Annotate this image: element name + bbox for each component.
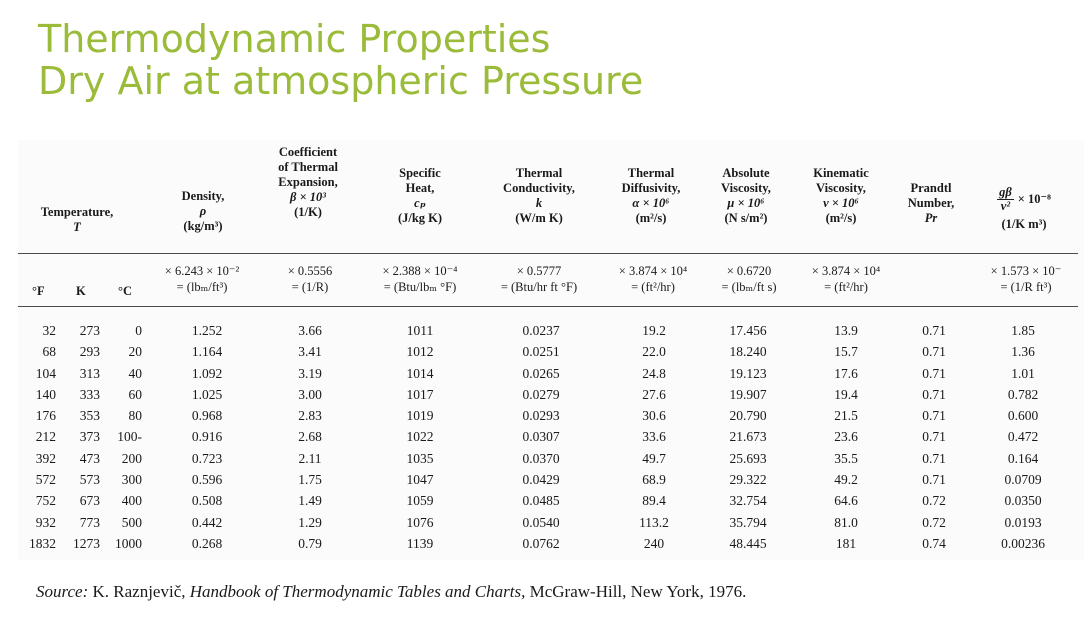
cell-f-row-5: 176 xyxy=(35,408,56,424)
cell-pr-row-5: 0.71 xyxy=(922,408,946,424)
cell-alpha-row-6: 33.6 xyxy=(642,429,666,445)
title-line-1: Thermodynamic Properties xyxy=(38,17,551,61)
cell-alpha-row-11: 240 xyxy=(643,535,665,551)
header-expansion xyxy=(256,145,360,220)
cell-mu-row-10: 35.794 xyxy=(729,514,767,530)
cell-nu-row-10: 81.0 xyxy=(834,514,858,530)
cell-k-row-9: 673 xyxy=(79,493,100,509)
cell-alpha-row-9: 89.4 xyxy=(642,493,666,509)
cell-c-row-9: 400 xyxy=(121,493,142,509)
cell-k_th-row-8: 0.0429 xyxy=(522,472,560,488)
cell-gb-row-11: 0.00236 xyxy=(1001,535,1045,551)
header-gbeta-unit: (1/K m³) xyxy=(1001,217,1047,231)
cell-beta-row-1: 3.66 xyxy=(298,323,322,338)
cell-f-row-11: 1832 xyxy=(29,535,56,551)
conversion-diffusivity-factor: × 3.874 × 10⁴ xyxy=(618,264,688,278)
conversion-abs-viscosity-unit: = (lbₘ/ft s) xyxy=(721,280,777,294)
cell-rho-row-1: 1.252 xyxy=(191,323,223,338)
cell-beta-row-2: 3.41 xyxy=(298,344,322,360)
source-book: Handbook of Thermodynamic Tables and Charts, xyxy=(189,582,526,601)
cell-rho-row-9: 0.508 xyxy=(191,493,223,509)
column-gbeta xyxy=(978,320,1068,554)
cell-c-row-7: 200 xyxy=(121,450,142,466)
cell-rho-row-6: 0.916 xyxy=(191,429,223,445)
header-abs-viscosity-line2: Viscosity, xyxy=(721,181,771,195)
cell-mu-row-1: 17.456 xyxy=(729,323,767,338)
cell-c-row-10: 500 xyxy=(121,514,142,530)
column-prandtl xyxy=(902,320,966,554)
header-specific-heat xyxy=(368,166,472,226)
unit-kelvin: K xyxy=(76,284,86,298)
cell-gb-row-5: 0.600 xyxy=(1007,408,1039,424)
header-specific-heat-unit: (J/kg K) xyxy=(397,211,443,225)
conversion-density-unit: = (lbₘ/ft³) xyxy=(176,280,228,294)
source-publisher: McGraw-Hill, New York, 1976. xyxy=(529,582,747,601)
header-abs-viscosity-symbol: μ × 10⁶ xyxy=(727,196,765,210)
column-fahrenheit xyxy=(18,320,56,554)
cell-c-row-6: 100- xyxy=(117,429,142,445)
cell-k-row-5: 353 xyxy=(79,408,100,424)
header-kinematic-viscosity xyxy=(792,166,890,226)
cell-gb-row-10: 0.0193 xyxy=(1004,514,1042,530)
cell-pr-row-7: 0.71 xyxy=(922,450,946,466)
cell-pr-row-2: 0.71 xyxy=(922,344,946,360)
cell-k_th-row-7: 0.0370 xyxy=(522,450,560,466)
cell-gb-row-3: 1.01 xyxy=(1011,365,1035,381)
cell-mu-row-5: 20.790 xyxy=(729,408,767,424)
cell-nu-row-5: 21.5 xyxy=(834,408,858,424)
cell-k_th-row-2: 0.0251 xyxy=(522,344,560,360)
cell-nu-row-3: 17.6 xyxy=(834,365,858,381)
cell-k-row-11: 1273 xyxy=(73,535,100,551)
cell-alpha-row-2: 22.0 xyxy=(642,344,666,360)
header-expansion-line3: Expansion, xyxy=(278,175,338,189)
header-expansion-line1: Coefficient xyxy=(278,145,338,159)
header-diffusivity-unit: (m²/s) xyxy=(635,211,667,225)
conversion-density-factor: × 6.243 × 10⁻² xyxy=(164,264,240,278)
header-kin-viscosity-line1: Kinematic xyxy=(813,166,869,180)
cell-k-row-4: 333 xyxy=(79,386,100,402)
conversion-conductivity-factor: × 0.5777 xyxy=(516,264,562,278)
cell-cp-row-4: 1017 xyxy=(406,386,434,402)
header-specific-heat-symbol: cₚ xyxy=(414,196,426,210)
cell-rho-row-5: 0.968 xyxy=(191,408,223,424)
cell-mu-row-2: 18.240 xyxy=(729,344,767,360)
cell-cp-row-7: 1035 xyxy=(406,450,434,466)
header-rule xyxy=(18,253,1078,254)
cell-mu-row-7: 25.693 xyxy=(729,450,767,466)
cell-pr-row-4: 0.71 xyxy=(922,386,946,402)
column-expansion xyxy=(270,320,350,554)
conversion-specific-heat xyxy=(358,263,482,295)
cell-gb-row-1: 1.85 xyxy=(1011,323,1035,338)
cell-f-row-2: 68 xyxy=(42,344,56,360)
cell-c-row-8: 300 xyxy=(121,472,142,488)
cell-k_th-row-5: 0.0293 xyxy=(522,408,560,424)
conversion-diffusivity xyxy=(600,263,706,295)
conversion-kin-viscosity-unit: = (ft²/hr) xyxy=(824,280,868,294)
column-diffusivity xyxy=(614,320,694,554)
cell-mu-row-8: 29.322 xyxy=(729,472,767,488)
cell-k-row-1: 273 xyxy=(79,323,100,338)
column-kelvin xyxy=(58,320,100,554)
cell-f-row-6: 212 xyxy=(35,429,56,445)
header-conductivity-line1: Thermal xyxy=(515,166,563,180)
conversion-diffusivity-unit: = (ft²/hr) xyxy=(631,280,675,294)
header-conductivity xyxy=(478,166,600,226)
cell-alpha-row-7: 49.7 xyxy=(642,450,666,466)
cell-f-row-4: 140 xyxy=(35,386,56,402)
cell-beta-row-11: 0.79 xyxy=(298,535,322,551)
header-prandtl xyxy=(894,181,968,226)
unit-fahrenheit: °F xyxy=(32,284,45,298)
cell-gb-row-4: 0.782 xyxy=(1007,386,1039,402)
column-conductivity xyxy=(498,320,584,554)
header-diffusivity xyxy=(600,166,702,226)
column-kin-viscosity xyxy=(808,320,884,554)
cell-k-row-2: 293 xyxy=(79,344,100,360)
conversion-conductivity-unit: = (Btu/hr ft °F) xyxy=(500,280,578,294)
cell-k-row-6: 373 xyxy=(79,429,100,445)
cell-f-row-10: 932 xyxy=(35,514,56,530)
cell-beta-row-4: 3.00 xyxy=(298,386,322,402)
title-line-2: Dry Air at atmospheric Pressure xyxy=(38,59,644,103)
cell-nu-row-7: 35.5 xyxy=(834,450,858,466)
cell-k-row-8: 573 xyxy=(79,472,100,488)
cell-rho-row-8: 0.596 xyxy=(191,472,223,488)
header-diffusivity-line1: Thermal xyxy=(627,166,675,180)
cell-beta-row-8: 1.75 xyxy=(298,472,322,488)
cell-c-row-1: 0 xyxy=(135,323,142,338)
conversion-gbeta-unit: = (1/R ft³) xyxy=(1000,280,1052,294)
cell-alpha-row-3: 24.8 xyxy=(642,365,666,381)
cell-cp-row-2: 1012 xyxy=(406,344,434,360)
cell-pr-row-8: 0.71 xyxy=(922,472,946,488)
cell-alpha-row-5: 30.6 xyxy=(642,408,666,424)
cell-mu-row-9: 32.754 xyxy=(729,493,767,509)
header-density-symbol: ρ xyxy=(199,204,207,218)
cell-alpha-row-4: 27.6 xyxy=(642,386,666,402)
cell-pr-row-9: 0.72 xyxy=(922,493,946,509)
header-diffusivity-symbol: α × 10⁶ xyxy=(632,196,670,210)
column-density xyxy=(168,320,246,554)
cell-nu-row-1: 13.9 xyxy=(834,323,858,338)
header-density-name: Density, xyxy=(181,189,225,203)
header-prandtl-line2: Number, xyxy=(907,196,955,210)
cell-k_th-row-4: 0.0279 xyxy=(522,386,560,402)
header-temperature-symbol: T xyxy=(73,220,81,234)
cell-mu-row-11: 48.445 xyxy=(729,535,767,551)
conversion-expansion xyxy=(270,263,350,295)
cell-nu-row-9: 64.6 xyxy=(834,493,858,509)
source-citation xyxy=(36,582,746,602)
header-specific-heat-line1: Specific xyxy=(399,166,441,180)
conversion-rule xyxy=(18,306,1078,307)
header-conductivity-symbol: k xyxy=(535,196,543,210)
cell-rho-row-10: 0.442 xyxy=(191,514,223,530)
cell-cp-row-6: 1022 xyxy=(406,429,434,445)
cell-gb-row-7: 0.164 xyxy=(1007,450,1039,466)
conversion-expansion-unit: = (1/R) xyxy=(291,280,329,294)
column-celsius xyxy=(102,320,142,554)
cell-k_th-row-3: 0.0265 xyxy=(522,365,560,381)
column-abs-viscosity xyxy=(708,320,788,554)
conversion-specific-heat-factor: × 2.388 × 10⁻⁴ xyxy=(382,264,458,278)
cell-alpha-row-10: 113.2 xyxy=(639,514,669,530)
conversion-abs-viscosity xyxy=(702,263,796,295)
conversion-specific-heat-unit: = (Btu/lbₘ °F) xyxy=(383,280,457,294)
cell-k-row-7: 473 xyxy=(79,450,100,466)
cell-pr-row-1: 0.71 xyxy=(922,323,946,338)
conversion-gbeta-factor: × 1.573 × 10⁻ xyxy=(990,264,1062,278)
cell-k-row-3: 313 xyxy=(79,365,100,381)
conversion-conductivity xyxy=(478,263,600,295)
cell-f-row-9: 752 xyxy=(35,493,56,509)
header-expansion-line2: of Thermal xyxy=(278,160,338,174)
cell-k_th-row-11: 0.0762 xyxy=(522,535,560,551)
source-label: Source: xyxy=(36,582,89,601)
cell-mu-row-3: 19.123 xyxy=(729,365,767,381)
cell-rho-row-3: 1.092 xyxy=(191,365,223,381)
slide-title xyxy=(38,18,643,102)
cell-nu-row-8: 49.2 xyxy=(834,472,858,488)
cell-rho-row-4: 1.025 xyxy=(191,386,223,402)
header-gbeta-denominator: ν² xyxy=(1000,199,1011,213)
header-absolute-viscosity xyxy=(698,166,794,226)
conversion-expansion-factor: × 0.5556 xyxy=(287,264,333,278)
cell-beta-row-5: 2.83 xyxy=(298,408,322,424)
header-expansion-symbol: β × 10³ xyxy=(289,190,327,204)
header-abs-viscosity-unit: (N s/m²) xyxy=(724,211,768,225)
cell-k_th-row-6: 0.0307 xyxy=(522,429,560,445)
cell-gb-row-8: 0.0709 xyxy=(1004,472,1042,488)
cell-alpha-row-8: 68.9 xyxy=(642,472,666,488)
header-conductivity-unit: (W/m K) xyxy=(515,211,563,225)
cell-cp-row-8: 1047 xyxy=(406,472,434,488)
cell-k_th-row-1: 0.0237 xyxy=(522,323,560,338)
cell-pr-row-6: 0.71 xyxy=(922,429,946,445)
header-density xyxy=(158,189,248,234)
header-gbeta-multiplier: × 10⁻⁸ xyxy=(1017,192,1051,206)
cell-mu-row-6: 21.673 xyxy=(729,429,767,445)
cell-c-row-2: 20 xyxy=(128,344,142,360)
header-expansion-unit: (1/K) xyxy=(294,205,322,219)
cell-f-row-3: 104 xyxy=(35,365,56,381)
cell-c-row-4: 60 xyxy=(128,386,142,402)
cell-nu-row-2: 15.7 xyxy=(834,344,858,360)
cell-k-row-10: 773 xyxy=(79,514,100,530)
conversion-density xyxy=(146,263,258,295)
cell-gb-row-6: 0.472 xyxy=(1007,429,1039,445)
header-gbeta xyxy=(970,186,1078,232)
header-kin-viscosity-unit: (m²/s) xyxy=(825,211,857,225)
cell-beta-row-3: 3.19 xyxy=(298,365,322,381)
cell-alpha-row-1: 19.2 xyxy=(642,323,666,338)
cell-rho-row-2: 1.164 xyxy=(191,344,223,360)
header-density-unit: (kg/m³) xyxy=(183,219,223,233)
cell-k_th-row-9: 0.0485 xyxy=(522,493,560,509)
header-gbeta-numerator: gβ xyxy=(999,185,1012,199)
header-prandtl-symbol: Pr xyxy=(924,211,938,225)
column-specific-heat xyxy=(380,320,460,554)
conversion-gbeta xyxy=(974,263,1078,295)
header-conductivity-line2: Conductivity, xyxy=(503,181,575,195)
conversion-abs-viscosity-factor: × 0.6720 xyxy=(726,264,772,278)
properties-table xyxy=(18,140,1084,560)
cell-k_th-row-10: 0.0540 xyxy=(522,514,560,530)
cell-cp-row-3: 1014 xyxy=(406,365,434,381)
cell-rho-row-11: 0.268 xyxy=(191,535,223,551)
cell-c-row-3: 40 xyxy=(128,365,142,381)
cell-cp-row-9: 1059 xyxy=(406,493,434,509)
unit-celsius: °C xyxy=(118,284,133,298)
cell-nu-row-11: 181 xyxy=(835,535,857,551)
conversion-kin-viscosity-factor: × 3.874 × 10⁴ xyxy=(811,264,881,278)
cell-pr-row-10: 0.72 xyxy=(922,514,946,530)
cell-beta-row-9: 1.49 xyxy=(298,493,322,509)
cell-f-row-8: 572 xyxy=(35,472,56,488)
cell-pr-row-3: 0.71 xyxy=(922,365,946,381)
header-temperature xyxy=(18,205,136,235)
header-diffusivity-line2: Diffusivity, xyxy=(621,181,681,195)
cell-gb-row-2: 1.36 xyxy=(1011,344,1035,360)
cell-mu-row-4: 19.907 xyxy=(729,386,767,402)
cell-rho-row-7: 0.723 xyxy=(191,450,223,466)
cell-f-row-7: 392 xyxy=(35,450,56,466)
cell-pr-row-11: 0.74 xyxy=(922,535,946,551)
header-prandtl-line1: Prandtl xyxy=(910,181,952,195)
cell-cp-row-10: 1076 xyxy=(406,514,434,530)
header-temperature-name: Temperature, xyxy=(40,205,114,219)
conversion-kin-viscosity xyxy=(794,263,898,295)
cell-cp-row-5: 1019 xyxy=(406,408,434,424)
cell-nu-row-4: 19.4 xyxy=(834,386,858,402)
cell-cp-row-11: 1139 xyxy=(406,535,434,551)
cell-c-row-5: 80 xyxy=(128,408,142,424)
cell-gb-row-9: 0.0350 xyxy=(1004,493,1042,509)
cell-c-row-11: 1000 xyxy=(115,535,142,551)
header-specific-heat-line2: Heat, xyxy=(405,181,435,195)
header-kin-viscosity-symbol: ν × 10⁶ xyxy=(823,196,859,210)
cell-beta-row-7: 2.11 xyxy=(298,450,322,466)
cell-cp-row-1: 1011 xyxy=(406,323,434,338)
source-author: K. Raznjevič, xyxy=(92,582,186,601)
header-kin-viscosity-line2: Viscosity, xyxy=(816,181,866,195)
header-abs-viscosity-line1: Absolute xyxy=(722,166,770,180)
cell-beta-row-6: 2.68 xyxy=(298,429,322,445)
cell-beta-row-10: 1.29 xyxy=(298,514,322,530)
cell-f-row-1: 32 xyxy=(42,323,56,338)
cell-nu-row-6: 23.6 xyxy=(834,429,858,445)
